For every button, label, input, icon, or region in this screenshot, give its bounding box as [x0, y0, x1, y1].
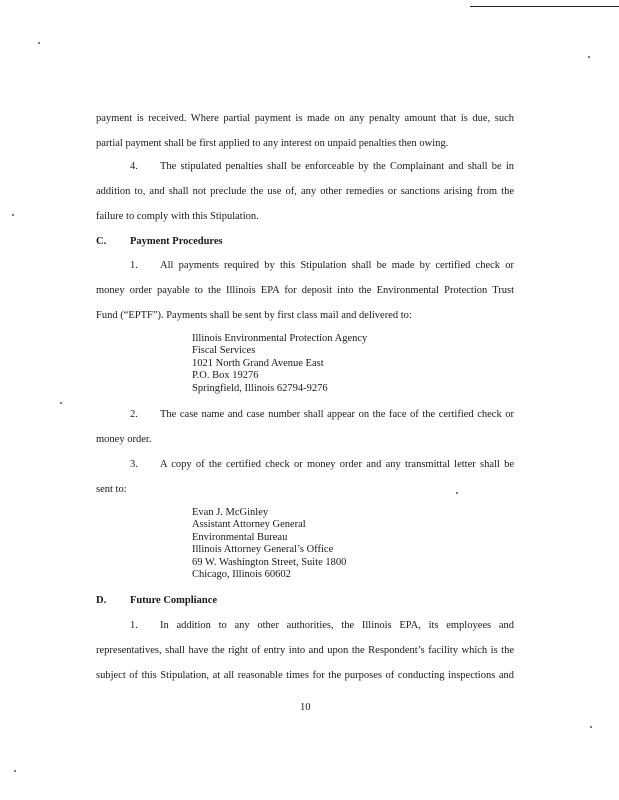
address-line: 1021 North Grand Avenue East: [192, 357, 324, 369]
item-number: 4.: [130, 161, 138, 172]
scan-speck: [456, 492, 458, 494]
address-line: Chicago, Illinois 60602: [192, 568, 291, 580]
paragraph-line: subject of this Stipulation, at all reasonable times for the purposes of conducting inspections and: [96, 670, 514, 681]
scan-speck: [12, 214, 14, 216]
address-line: Fiscal Services: [192, 345, 256, 357]
paragraph-line: money order payable to the Illinois EPA for deposit into the Environmental Protection Trust: [96, 285, 514, 296]
paragraph-line: The stipulated penalties shall be enforceable by the Complainant and shall be in: [160, 161, 514, 172]
section-title: Future Compliance: [130, 595, 218, 606]
paragraph-line: A copy of the certified check or money order and any transmittal letter shall be: [160, 459, 514, 470]
item-number: 2.: [130, 409, 138, 420]
address-line: Springfield, Illinois 62794-9276: [192, 382, 328, 394]
page-number: 10: [300, 702, 311, 713]
address-block-ag: [192, 507, 346, 581]
address-line: Evan J. McGinley: [192, 507, 269, 518]
address-line: Illinois Attorney General’s Office: [192, 544, 334, 556]
scan-speck: [14, 770, 16, 772]
paragraph-line: addition to, and shall not preclude the use of, any other remedies or sanctions arising from the: [96, 186, 514, 197]
paragraph-line: failure to comply with this Stipulation.: [96, 211, 259, 222]
paragraph-line: partial payment shall be first applied to any interest on unpaid penalties then owing.: [96, 138, 449, 149]
address-line: P.O. Box 19276: [192, 370, 259, 382]
address-line: 69 W. Washington Street, Suite 1800: [192, 556, 347, 568]
section-title: Payment Procedures: [130, 236, 223, 247]
address-line: Assistant Attorney General: [192, 519, 306, 531]
address-line: Illinois Environmental Protection Agency: [192, 333, 368, 344]
scan-speck: [60, 402, 62, 404]
paragraph-line: payment is received. Where partial payment is made on any penalty amount that is due, such: [96, 113, 514, 124]
item-number: 3.: [130, 459, 138, 470]
address-line: Environmental Bureau: [192, 531, 288, 543]
paragraph-line: In addition to any other authorities, the Illinois EPA, its employees and: [160, 620, 514, 631]
item-number: 1.: [130, 260, 138, 271]
section-letter: C.: [96, 236, 107, 247]
paragraph-line: sent to:: [96, 484, 127, 495]
paragraph-line: money order.: [96, 434, 152, 445]
top-rule: [470, 6, 619, 7]
paragraph-line: Fund (“EPTF”). Payments shall be sent by first class mail and delivered to:: [96, 310, 412, 321]
scan-speck: [590, 726, 592, 728]
section-letter: D.: [96, 595, 107, 606]
paragraph-line: representatives, shall have the right of entry into and upon the Respondent’s facility which is the: [96, 645, 514, 656]
paragraph-line: All payments required by this Stipulation shall be made by certified check or: [160, 260, 514, 271]
scan-speck: [588, 56, 590, 58]
scan-speck: [38, 42, 40, 44]
address-block-epa: [192, 333, 367, 395]
paragraph-line: The case name and case number shall appear on the face of the certified check or: [160, 409, 514, 420]
item-number: 1.: [130, 620, 138, 631]
